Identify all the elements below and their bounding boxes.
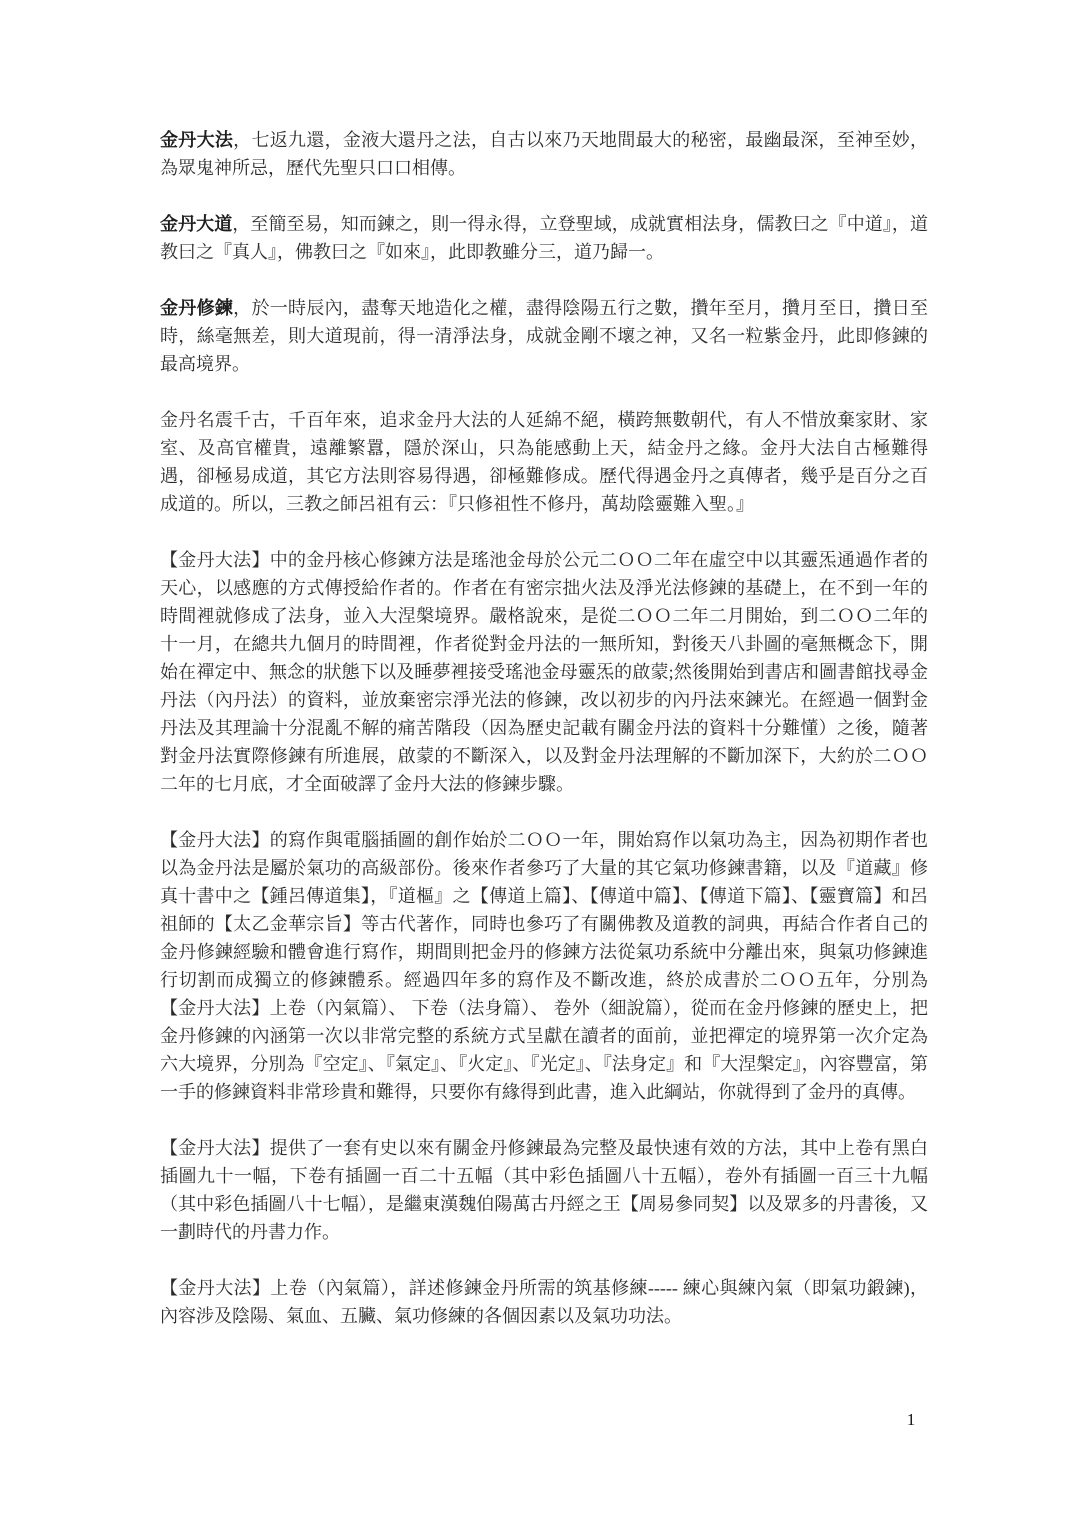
- paragraph-volume-one-summary-text: 【金丹大法】上卷（內氣篇），詳述修鍊金丹所需的筑基修練----- 練心與練內氣（即氣功鍛鍊)，內容涉及陰陽、氣血、五臟、氣功修練的各個因素以及氣功功法。: [160, 1278, 928, 1326]
- paragraph-jindan-dafa-intro-lead: 金丹大法: [160, 130, 234, 150]
- paragraph-jindan-xiulian-lead: 金丹修鍊: [160, 298, 234, 318]
- paragraph-jindan-dadao-text: ，至簡至易，知而鍊之，則一得永得，立登聖域，成就實相法身，儒教曰之『中道』，道教曰之『真人』，佛教曰之『如來』，此即教雖分三，道乃歸一。: [160, 214, 929, 262]
- paragraph-jindan-dafa-intro: [160, 126, 928, 182]
- paragraph-book-illustrations-text: 【金丹大法】提供了一套有史以來有關金丹修鍊最為完整及最快速有效的方法，其中上卷有黑白插圖九十一幅，下卷有插圖一百二十五幅（其中彩色插圖八十五幅），卷外有插圖一百三十九幅（其中彩色插圖八十七幅），是繼東漢魏伯陽萬古丹經之王【周易參同契】以及眾多的丹書後，又一劃時代的丹書力作。: [160, 1138, 928, 1242]
- paragraph-writing-history: [160, 826, 928, 1106]
- paragraph-history-of-seekers: [160, 406, 928, 518]
- paragraph-volume-one-summary: [160, 1274, 928, 1330]
- document-body: [160, 126, 928, 1358]
- paragraph-method-transmission-text: 【金丹大法】中的金丹核心修鍊方法是瑤池金母於公元二ＯＯ二年在虛空中以其靈炁通過作者的天心，以感應的方式傳授給作者的。作者在有密宗拙火法及淨光法修鍊的基礎上，在不到一年的時間裡就修成了法身，並入大涅槃境界。嚴格說來，是從二ＯＯ二年二月開始，到二ＯＯ二年的十一月，在總共九個月的時間裡，作者從對金丹法的一無所知，對後天八卦圖的毫無概念下，開始在禪定中、無念的狀態下以及睡夢裡接受瑤池金母靈炁的啟蒙;然後開始到書店和圖書館找尋金丹法（內丹法）的資料，並放棄密宗淨光法的修鍊，改以初步的內丹法來鍊光。在經過一個對金丹法及其理論十分混亂不解的痛苦階段（因為歷史記載有關金丹法的資料十分難懂）之後，隨著對金丹法實際修鍊有所進展，啟蒙的不斷深入，以及對金丹法理解的不斷加深下，大約於二ＯＯ二年的七月底，才全面破譯了金丹大法的修鍊步驟。: [160, 550, 928, 794]
- page-number: 1: [906, 1410, 916, 1429]
- paragraph-method-transmission: [160, 546, 928, 798]
- paragraph-jindan-xiulian: [160, 294, 928, 378]
- paragraph-jindan-dadao: [160, 210, 928, 266]
- paragraph-jindan-dadao-lead: 金丹大道: [160, 214, 233, 234]
- paragraph-writing-history-text: 【金丹大法】的寫作與電腦插圖的創作始於二ＯＯ一年，開始寫作以氣功為主，因為初期作者也以為金丹法是屬於氣功的高級部份。後來作者參巧了大量的其它氣功修鍊書籍，以及『道藏』修真十書中之【鍾呂傳道集】，『道樞』之【傳道上篇】、【傳道中篇】、【傳道下篇】、【靈寶篇】和呂祖師的【太乙金華宗旨】等古代著作，同時也參巧了有關佛教及道教的詞典，再結合作者自己的金丹修鍊經驗和體會進行寫作，期間則把金丹的修鍊方法從氣功系統中分離出來，與氣功修鍊進行切割而成獨立的修鍊體系。經過四年多的寫作及不斷改進，終於成書於二ＯＯ五年，分別為【金丹大法】上卷（內氣篇）、 下卷（法身篇）、 卷外（細說篇），從而在金丹修鍊的歷史上，把金丹修鍊的內涵第一次以非常完整的系統方式呈獻在讀者的面前，並把禪定的境界第一次介定為六大境界，分別為『空定』、『氣定』、『火定』、『光定』、『法身定』和『大涅槃定』，內容豐富，第一手的修鍊資料非常珍貴和難得，只要你有緣得到此書，進入此綱站，你就得到了金丹的真傳。: [160, 830, 928, 1102]
- paragraph-jindan-dafa-intro-text: ，七返九還，金液大還丹之法，自古以來乃天地間最大的秘密，最幽最深，至神至妙，為眾鬼神所忌，歷代先聖只口口相傳。: [160, 130, 928, 178]
- paragraph-jindan-xiulian-text: ，於一時辰內，盡奪天地造化之權，盡得陰陽五行之數，攢年至月，攢月至日，攢日至時，絲毫無差，則大道現前，得一清淨法身，成就金剛不壞之神，又名一粒紫金丹，此即修鍊的最高境界。: [160, 298, 928, 374]
- paragraph-book-illustrations: [160, 1134, 928, 1246]
- paragraph-history-of-seekers-text: 金丹名震千古，千百年來，追求金丹大法的人延綿不絕，橫跨無數朝代，有人不惜放棄家財、家室、及高官權貴，遠離繁囂，隱於深山，只為能感動上天，結金丹之緣。金丹大法自古極難得遇，卻極易成道，其它方法則容易得遇，卻極難修成。歷代得遇金丹之真傳者，幾乎是百分之百成道的。所以，三教之師呂祖有云：『只修祖性不修丹，萬劫陰靈難入聖。』: [160, 410, 928, 514]
